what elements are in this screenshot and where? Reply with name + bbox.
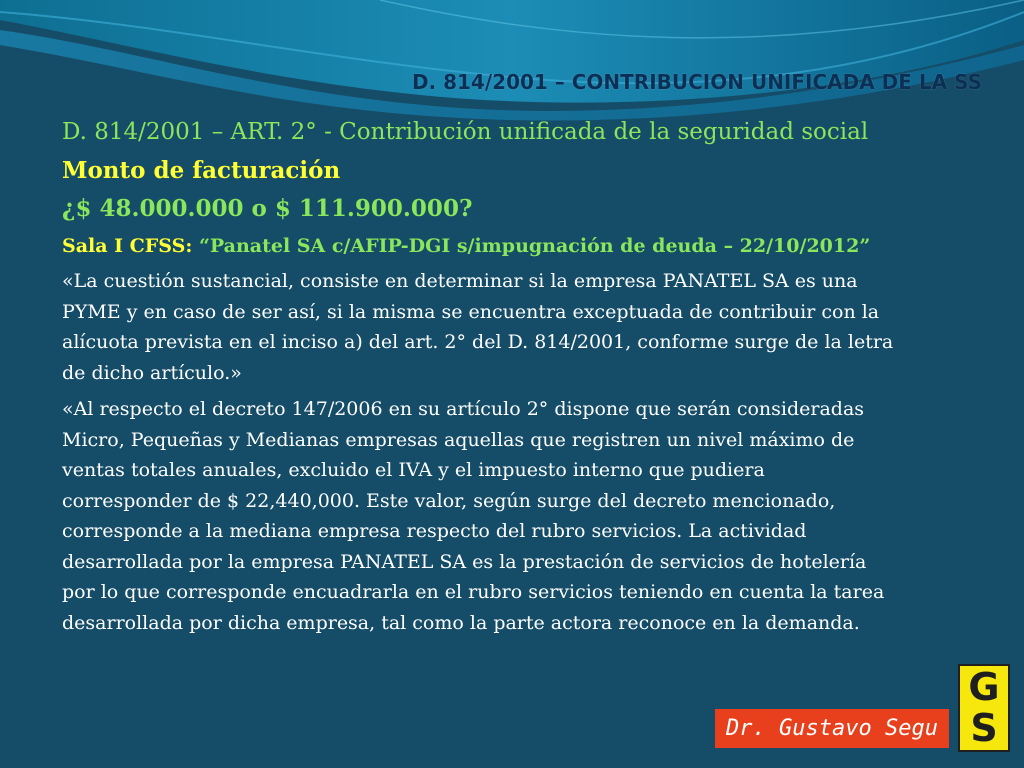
paragraph-line: alícuota prevista en el inciso a) del art. 2° del D. 814/2001, conforme surge de la letra — [62, 331, 894, 353]
logo-letter-s: S — [970, 706, 998, 750]
paragraph-line: de dicho artículo.» — [62, 361, 242, 384]
slide-content — [62, 112, 987, 644]
paragraph-line: «Al respecto el decreto 147/2006 en su artículo 2° dispone que serán consideradas — [62, 398, 865, 420]
quote-paragraph-2 — [62, 394, 987, 638]
amount-question: ¿$ 48.000.000 o $ 111.900.000? — [62, 195, 473, 222]
paragraph-line: ventas totales anuales, excluido el IVA y el impuesto interno que pudiera — [62, 459, 765, 481]
case-title: “Panatel SA c/AFIP-DGI s/impugnación de deuda – 22/10/2012” — [192, 235, 871, 257]
paragraph-line: corresponder de $ 22,440,000. Este valor, según surge del decreto mencionado, — [62, 489, 836, 512]
slide-title: D. 814/2001 – CONTRIBUCION UNIFICADA DE LA SS — [411, 70, 982, 94]
paragraph-line: desarrollada por la empresa PANATEL SA es la prestación de servicios de hotelería — [62, 550, 867, 573]
paragraph-line: corresponde a la mediana empresa respecto del rubro servicios. La actividad — [62, 520, 807, 542]
header-wave-decoration — [0, 0, 1024, 130]
paragraph-line: PYME y en caso de ser así, si la misma se encuentra exceptuada de contribuir con la — [62, 300, 880, 323]
quote-paragraph-1 — [62, 266, 987, 388]
paragraph-line: por lo que corresponde encuadrarla en el rubro servicios teniendo en cuenta la tarea — [62, 581, 885, 603]
case-reference — [62, 229, 987, 263]
author-signature: Dr. Gustavo Segu — [715, 709, 949, 748]
paragraph-line: «La cuestión sustancial, consiste en determinar si la empresa PANATEL SA es una — [62, 270, 858, 292]
gs-logo — [958, 664, 1010, 752]
monto-label: Monto de facturación — [62, 157, 341, 184]
logo-letter-g: G — [968, 665, 1000, 709]
paragraph-line: Micro, Pequeñas y Medianas empresas aquellas que registren un nivel máximo de — [62, 428, 855, 451]
court-label: Sala I CFSS: — [62, 235, 193, 257]
paragraph-line: desarrollada por dicha empresa, tal como la parte actora reconoce en la demanda. — [62, 611, 860, 634]
article-heading: D. 814/2001 – ART. 2° - Contribución unificada de la seguridad social — [62, 119, 869, 145]
